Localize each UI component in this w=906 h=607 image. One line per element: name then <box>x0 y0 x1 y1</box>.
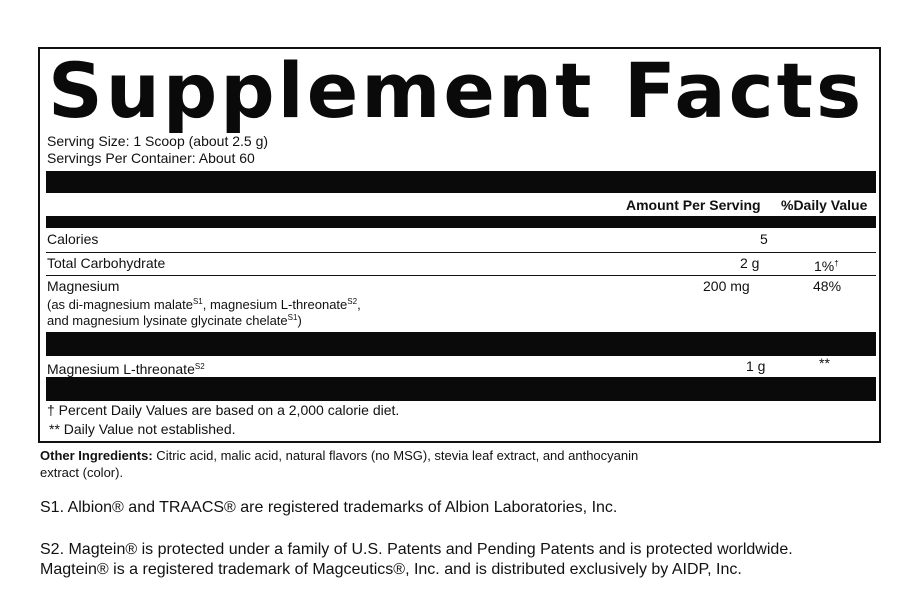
note-s2-line-1: S2. Magtein® is protected under a family of U.S. Patents and Pending Patents and is protected worldwide. <box>40 541 793 558</box>
other-ingredients <box>40 447 638 464</box>
magnesium-dv: 48% <box>813 278 842 294</box>
threonate-label: Magnesium L-threonate$^{S2}$ <box>47 361 205 377</box>
magnesium-label: Magnesium <box>47 278 120 294</box>
note-s1: S1. Albion® and TRAACS® are registered trademarks of Albion Laboratories, Inc. <box>40 499 618 516</box>
threonate-dv: ** <box>819 355 830 371</box>
other-ingredients-continued: extract (color). <box>40 465 124 480</box>
amount-per-serving-header: Amount Per Serving <box>626 197 761 213</box>
panel-title: Supplement Facts <box>48 46 865 135</box>
calories-amount: 5 <box>760 231 768 247</box>
magnesium-detail-line-2: and magnesium lysinate glycinate chelate$^{S1}$) <box>47 313 302 328</box>
dv-not-established-footnote: ** Daily Value not established. <box>49 421 236 437</box>
other-ingredients-text: Citric acid, malic acid, natural flavors (no MSG), stevia leaf extract, and anthocyanin <box>152 448 639 463</box>
magnesium-detail-line-1: (as di-magnesium malate$^{S1}$, magnesium L-threonate$^{S2}$, <box>47 297 361 312</box>
percent-dv-footnote: † Percent Daily Values are based on a 2,000 calorie diet. <box>47 402 400 418</box>
thick-divider <box>46 171 876 193</box>
thick-divider <box>46 332 876 356</box>
threonate-amount: 1 g <box>746 358 766 374</box>
carbohydrate-dv-value: 1% <box>814 258 835 274</box>
servings-per-container: Servings Per Container: About 60 <box>47 150 255 166</box>
row-rule <box>46 275 876 276</box>
note-s2-line-2: Magtein® is a registered trademark of Magceutics®, Inc. and is distributed exclusively by AIDP, Inc. <box>40 561 742 578</box>
row-rule <box>46 252 876 253</box>
medium-divider <box>46 216 876 228</box>
dagger-mark: † <box>834 259 839 268</box>
calories-label: Calories <box>47 231 99 247</box>
carbohydrate-dv <box>814 255 839 275</box>
serving-size: Serving Size: 1 Scoop (about 2.5 g) <box>47 133 269 149</box>
carbohydrate-label: Total Carbohydrate <box>47 255 166 271</box>
carbohydrate-amount: 2 g <box>740 255 760 271</box>
other-ingredients-label: Other Ingredients: <box>40 448 153 463</box>
magnesium-amount: 200 mg <box>703 278 750 294</box>
thick-divider <box>46 377 876 401</box>
daily-value-header: %Daily Value <box>781 197 868 213</box>
supplement-facts-panel <box>38 47 881 443</box>
